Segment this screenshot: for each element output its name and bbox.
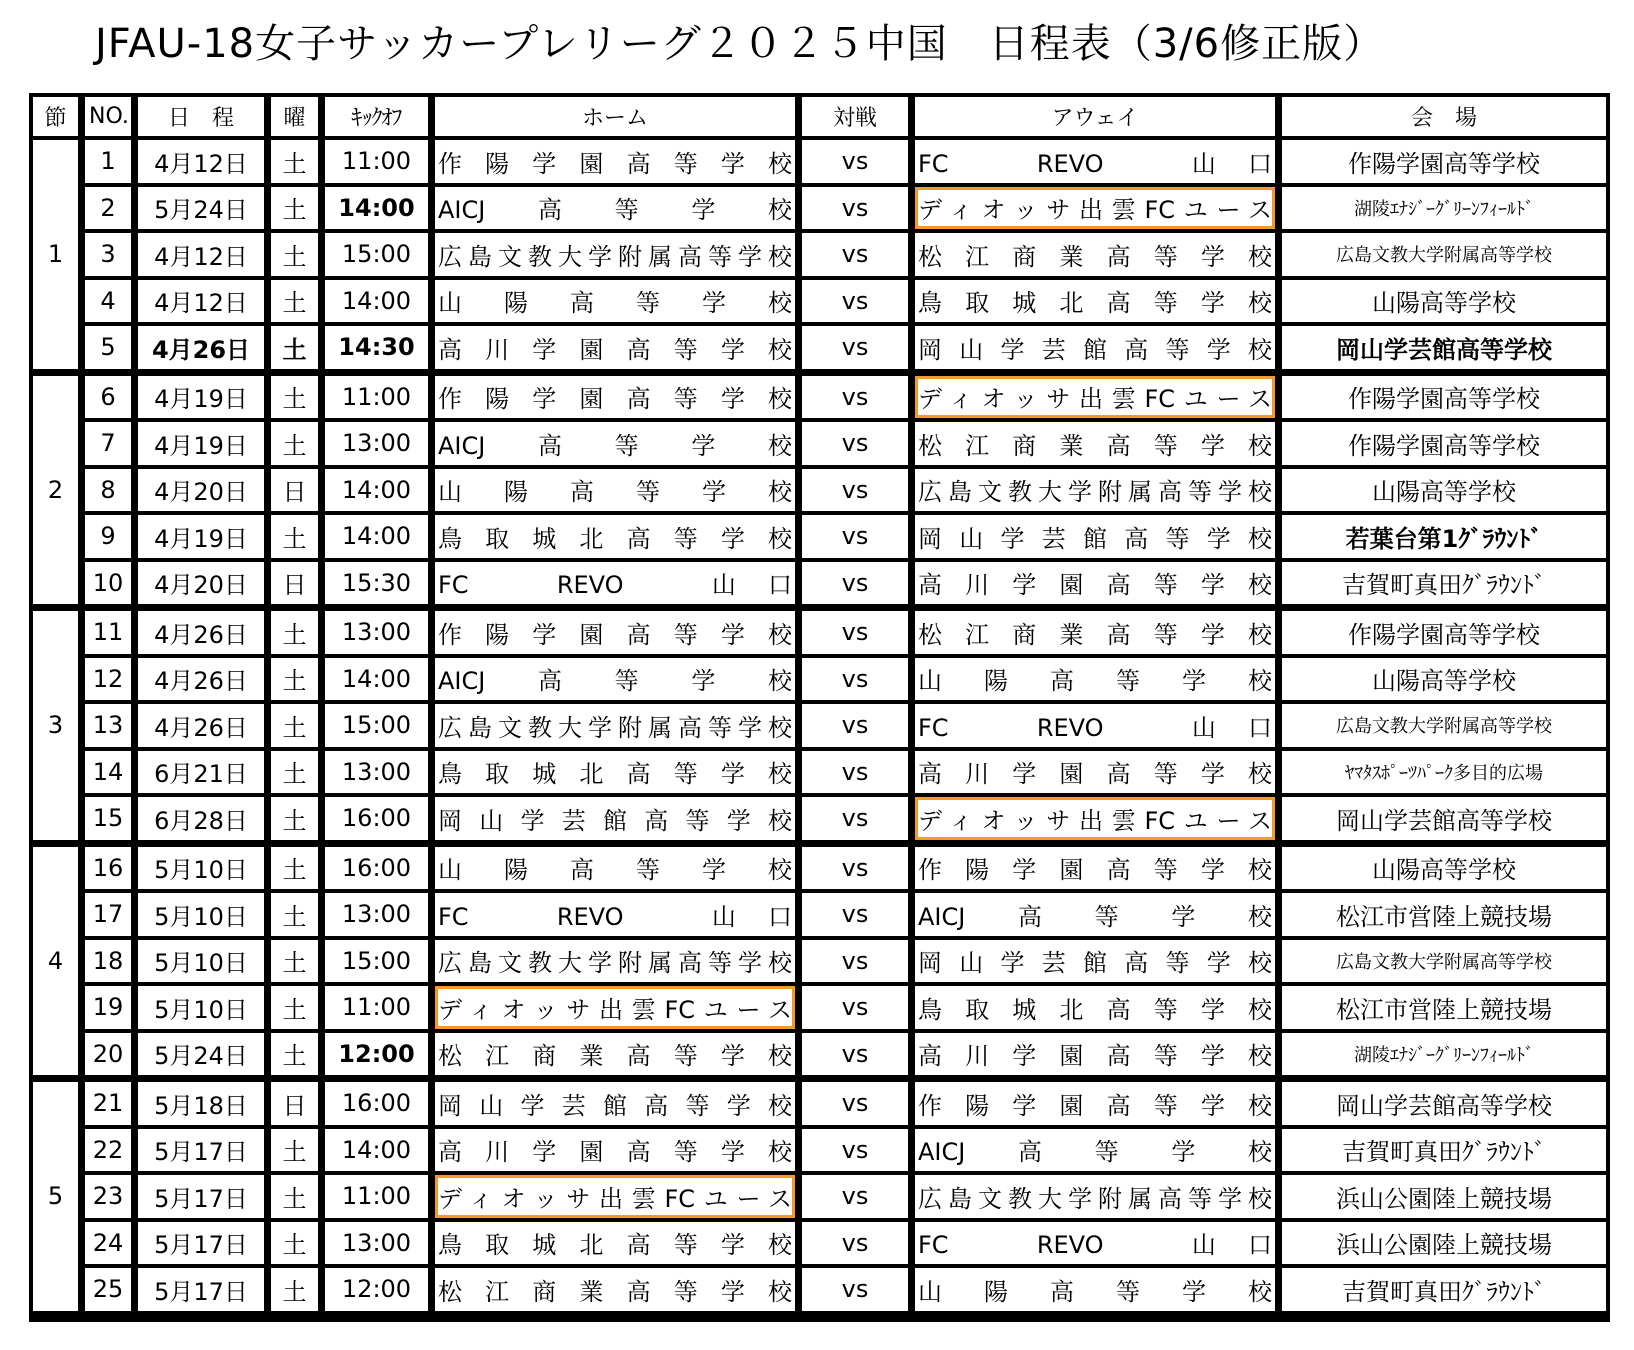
venue-cell: 吉賀町真田ｸﾞﾗｳﾝﾄﾞ bbox=[1282, 1129, 1606, 1176]
table-row bbox=[33, 893, 1606, 940]
table-row bbox=[33, 422, 1606, 469]
date-cell: 5月17日 bbox=[138, 1222, 271, 1269]
vs-cell: vs bbox=[802, 187, 915, 234]
home-team-cell: 鳥取城北高等学校 bbox=[435, 751, 802, 798]
table-row bbox=[33, 140, 1606, 187]
away-team-cell: 岡山学芸館高等学校 bbox=[915, 326, 1282, 376]
venue-cell: 若葉台第1ｸﾞﾗｳﾝﾄﾞ bbox=[1282, 515, 1606, 562]
table-row bbox=[33, 515, 1606, 562]
match-number-cell: 12 bbox=[85, 658, 138, 705]
header-away: アウェイ bbox=[915, 97, 1282, 140]
weekday-cell: 土 bbox=[271, 515, 325, 562]
vs-cell: vs bbox=[802, 1033, 915, 1083]
table-row bbox=[33, 611, 1606, 658]
weekday-cell: 土 bbox=[271, 422, 325, 469]
weekday-cell: 土 bbox=[271, 893, 325, 940]
home-team-cell: 広島文教大学附属高等学校 bbox=[435, 704, 802, 751]
table-row bbox=[33, 751, 1606, 798]
date-cell: 4月12日 bbox=[138, 280, 271, 327]
match-number-cell: 5 bbox=[85, 326, 138, 376]
home-team-cell: FC REVO 山口 bbox=[435, 893, 802, 940]
date-cell: 5月17日 bbox=[138, 1129, 271, 1176]
weekday-cell: 土 bbox=[271, 1222, 325, 1269]
venue-cell: 山陽高等学校 bbox=[1282, 469, 1606, 516]
table-row bbox=[33, 1033, 1606, 1083]
round-cell: 3 bbox=[33, 611, 85, 847]
away-team-cell: 作陽学園高等学校 bbox=[915, 847, 1282, 894]
match-number-cell: 11 bbox=[85, 611, 138, 658]
vs-cell: vs bbox=[802, 611, 915, 658]
date-cell: 5月18日 bbox=[138, 1082, 271, 1129]
table-row bbox=[33, 986, 1606, 1033]
away-team-cell: 山陽高等学校 bbox=[915, 658, 1282, 705]
away-team-cell: AICJ 高 等 学 校 bbox=[915, 893, 1282, 940]
kickoff-cell: 14:00 bbox=[325, 280, 435, 327]
home-team-cell: 広島文教大学附属高等学校 bbox=[435, 233, 802, 280]
round-cell: 4 bbox=[33, 847, 85, 1083]
table-row bbox=[33, 658, 1606, 705]
match-number-cell: 25 bbox=[85, 1268, 138, 1318]
kickoff-cell: 14:00 bbox=[325, 1129, 435, 1176]
kickoff-cell: 15:00 bbox=[325, 940, 435, 987]
weekday-cell: 土 bbox=[271, 233, 325, 280]
weekday-cell: 土 bbox=[271, 140, 325, 187]
match-number-cell: 16 bbox=[85, 847, 138, 894]
vs-cell: vs bbox=[802, 1268, 915, 1318]
home-team-cell: 松江商業高等学校 bbox=[435, 1033, 802, 1083]
date-cell: 5月24日 bbox=[138, 1033, 271, 1083]
match-number-cell: 9 bbox=[85, 515, 138, 562]
date-cell: 4月26日 bbox=[138, 611, 271, 658]
match-number-cell: 2 bbox=[85, 187, 138, 234]
table-row bbox=[33, 1268, 1606, 1318]
home-team-cell: 高川学園高等学校 bbox=[435, 326, 802, 376]
table-row bbox=[33, 233, 1606, 280]
match-number-cell: 1 bbox=[85, 140, 138, 187]
home-team-cell: 作陽学園高等学校 bbox=[435, 611, 802, 658]
venue-cell: 広島文教大学附属高等学校 bbox=[1282, 704, 1606, 751]
vs-cell: vs bbox=[802, 233, 915, 280]
vs-cell: vs bbox=[802, 704, 915, 751]
home-team-cell: ディオッサ出雲FCユース bbox=[435, 986, 802, 1033]
header-date: 日 程 bbox=[138, 97, 271, 140]
date-cell: 4月20日 bbox=[138, 469, 271, 516]
away-team-cell: ディオッサ出雲FCユース bbox=[915, 376, 1282, 423]
date-cell: 6月28日 bbox=[138, 797, 271, 847]
table-row bbox=[33, 704, 1606, 751]
header-home: ホーム bbox=[435, 97, 802, 140]
away-team-cell: FC REVO 山口 bbox=[915, 704, 1282, 751]
home-team-cell: 高川学園高等学校 bbox=[435, 1129, 802, 1176]
away-team-cell: 山陽高等学校 bbox=[915, 1268, 1282, 1318]
date-cell: 5月24日 bbox=[138, 187, 271, 234]
venue-cell: 岡山学芸館高等学校 bbox=[1282, 326, 1606, 376]
weekday-cell: 土 bbox=[271, 1033, 325, 1083]
kickoff-cell: 14:00 bbox=[325, 469, 435, 516]
away-team-cell: 鳥取城北高等学校 bbox=[915, 280, 1282, 327]
venue-cell: 松江市営陸上競技場 bbox=[1282, 986, 1606, 1033]
away-team-cell: FC REVO 山口 bbox=[915, 140, 1282, 187]
venue-cell: 広島文教大学附属高等学校 bbox=[1282, 233, 1606, 280]
table-row bbox=[33, 326, 1606, 376]
match-number-cell: 10 bbox=[85, 562, 138, 612]
vs-cell: vs bbox=[802, 515, 915, 562]
match-number-cell: 17 bbox=[85, 893, 138, 940]
away-team-cell: ディオッサ出雲FCユース bbox=[915, 797, 1282, 847]
weekday-cell: 土 bbox=[271, 658, 325, 705]
home-team-cell: AICJ 高 等 学 校 bbox=[435, 187, 802, 234]
table-row bbox=[33, 280, 1606, 327]
header-kickoff: ｷｯｸｵﾌ bbox=[325, 97, 435, 140]
table-row bbox=[33, 940, 1606, 987]
match-number-cell: 19 bbox=[85, 986, 138, 1033]
venue-cell: 湖陵ｴﾅｼﾞｰｸﾞﾘｰﾝﾌｨｰﾙﾄﾞ bbox=[1282, 1033, 1606, 1083]
table-row bbox=[33, 847, 1606, 894]
table-row bbox=[33, 469, 1606, 516]
match-number-cell: 13 bbox=[85, 704, 138, 751]
vs-cell: vs bbox=[802, 140, 915, 187]
weekday-cell: 土 bbox=[271, 847, 325, 894]
weekday-cell: 日 bbox=[271, 1082, 325, 1129]
table-row bbox=[33, 562, 1606, 612]
date-cell: 5月17日 bbox=[138, 1175, 271, 1222]
kickoff-cell: 12:00 bbox=[325, 1268, 435, 1318]
date-cell: 4月26日 bbox=[138, 326, 271, 376]
vs-cell: vs bbox=[802, 893, 915, 940]
vs-cell: vs bbox=[802, 376, 915, 423]
weekday-cell: 土 bbox=[271, 326, 325, 376]
header-weekday: 曜 bbox=[271, 97, 325, 140]
venue-cell: 岡山学芸館高等学校 bbox=[1282, 1082, 1606, 1129]
vs-cell: vs bbox=[802, 847, 915, 894]
home-team-cell: 作陽学園高等学校 bbox=[435, 140, 802, 187]
match-number-cell: 3 bbox=[85, 233, 138, 280]
weekday-cell: 土 bbox=[271, 986, 325, 1033]
date-cell: 4月19日 bbox=[138, 422, 271, 469]
home-team-cell: 鳥取城北高等学校 bbox=[435, 1222, 802, 1269]
home-team-cell: 広島文教大学附属高等学校 bbox=[435, 940, 802, 987]
match-number-cell: 21 bbox=[85, 1082, 138, 1129]
home-team-cell: ディオッサ出雲FCユース bbox=[435, 1175, 802, 1222]
away-team-cell: 鳥取城北高等学校 bbox=[915, 986, 1282, 1033]
away-team-cell: 松江商業高等学校 bbox=[915, 422, 1282, 469]
header-no: NO. bbox=[85, 97, 138, 140]
date-cell: 5月10日 bbox=[138, 940, 271, 987]
venue-cell: 作陽学園高等学校 bbox=[1282, 140, 1606, 187]
away-team-cell: ディオッサ出雲FCユース bbox=[915, 187, 1282, 234]
venue-cell: 吉賀町真田ｸﾞﾗｳﾝﾄﾞ bbox=[1282, 1268, 1606, 1318]
kickoff-cell: 11:00 bbox=[325, 376, 435, 423]
venue-cell: 山陽高等学校 bbox=[1282, 658, 1606, 705]
weekday-cell: 土 bbox=[271, 611, 325, 658]
date-cell: 5月10日 bbox=[138, 893, 271, 940]
vs-cell: vs bbox=[802, 1082, 915, 1129]
vs-cell: vs bbox=[802, 469, 915, 516]
venue-cell: 浜山公園陸上競技場 bbox=[1282, 1175, 1606, 1222]
kickoff-cell: 13:00 bbox=[325, 1222, 435, 1269]
header-vs: 対戦 bbox=[802, 97, 915, 140]
match-number-cell: 7 bbox=[85, 422, 138, 469]
date-cell: 4月19日 bbox=[138, 376, 271, 423]
away-team-cell: 広島文教大学附属高等学校 bbox=[915, 469, 1282, 516]
vs-cell: vs bbox=[802, 1129, 915, 1176]
away-team-cell: 高川学園高等学校 bbox=[915, 562, 1282, 612]
date-cell: 4月12日 bbox=[138, 233, 271, 280]
venue-cell: ﾔﾏﾀｽﾎﾟｰﾂﾊﾟｰｸ多目的広場 bbox=[1282, 751, 1606, 798]
venue-cell: 広島文教大学附属高等学校 bbox=[1282, 940, 1606, 987]
match-number-cell: 20 bbox=[85, 1033, 138, 1083]
table-row bbox=[33, 1129, 1606, 1176]
match-number-cell: 23 bbox=[85, 1175, 138, 1222]
vs-cell: vs bbox=[802, 940, 915, 987]
kickoff-cell: 13:00 bbox=[325, 422, 435, 469]
weekday-cell: 土 bbox=[271, 376, 325, 423]
date-cell: 4月26日 bbox=[138, 704, 271, 751]
weekday-cell: 土 bbox=[271, 751, 325, 798]
vs-cell: vs bbox=[802, 658, 915, 705]
home-team-cell: 山陽高等学校 bbox=[435, 280, 802, 327]
vs-cell: vs bbox=[802, 326, 915, 376]
table-row bbox=[33, 797, 1606, 847]
kickoff-cell: 15:30 bbox=[325, 562, 435, 612]
kickoff-cell: 14:00 bbox=[325, 658, 435, 705]
away-team-cell: 松江商業高等学校 bbox=[915, 611, 1282, 658]
vs-cell: vs bbox=[802, 986, 915, 1033]
table-row bbox=[33, 1222, 1606, 1269]
kickoff-cell: 16:00 bbox=[325, 797, 435, 847]
venue-cell: 浜山公園陸上競技場 bbox=[1282, 1222, 1606, 1269]
kickoff-cell: 13:00 bbox=[325, 751, 435, 798]
home-team-cell: 山陽高等学校 bbox=[435, 469, 802, 516]
kickoff-cell: 14:30 bbox=[325, 326, 435, 376]
venue-cell: 山陽高等学校 bbox=[1282, 847, 1606, 894]
away-team-cell: 松江商業高等学校 bbox=[915, 233, 1282, 280]
header-row bbox=[33, 97, 1606, 140]
vs-cell: vs bbox=[802, 422, 915, 469]
vs-cell: vs bbox=[802, 1222, 915, 1269]
home-team-cell: 鳥取城北高等学校 bbox=[435, 515, 802, 562]
kickoff-cell: 12:00 bbox=[325, 1033, 435, 1083]
weekday-cell: 日 bbox=[271, 562, 325, 612]
venue-cell: 山陽高等学校 bbox=[1282, 280, 1606, 327]
home-team-cell: 松江商業高等学校 bbox=[435, 1268, 802, 1318]
kickoff-cell: 11:00 bbox=[325, 986, 435, 1033]
vs-cell: vs bbox=[802, 751, 915, 798]
header-venue: 会 場 bbox=[1282, 97, 1606, 140]
venue-cell: 作陽学園高等学校 bbox=[1282, 376, 1606, 423]
table-row bbox=[33, 1175, 1606, 1222]
match-number-cell: 4 bbox=[85, 280, 138, 327]
kickoff-cell: 13:00 bbox=[325, 611, 435, 658]
vs-cell: vs bbox=[802, 1175, 915, 1222]
home-team-cell: 山陽高等学校 bbox=[435, 847, 802, 894]
weekday-cell: 土 bbox=[271, 797, 325, 847]
weekday-cell: 土 bbox=[271, 280, 325, 327]
away-team-cell: 岡山学芸館高等学校 bbox=[915, 515, 1282, 562]
kickoff-cell: 13:00 bbox=[325, 893, 435, 940]
venue-cell: 松江市営陸上競技場 bbox=[1282, 893, 1606, 940]
away-team-cell: 作陽学園高等学校 bbox=[915, 1082, 1282, 1129]
match-number-cell: 15 bbox=[85, 797, 138, 847]
home-team-cell: AICJ 高 等 学 校 bbox=[435, 658, 802, 705]
date-cell: 4月20日 bbox=[138, 562, 271, 612]
weekday-cell: 土 bbox=[271, 1175, 325, 1222]
vs-cell: vs bbox=[802, 280, 915, 327]
kickoff-cell: 11:00 bbox=[325, 140, 435, 187]
home-team-cell: 岡山学芸館高等学校 bbox=[435, 1082, 802, 1129]
table-row bbox=[33, 1082, 1606, 1129]
home-team-cell: 作陽学園高等学校 bbox=[435, 376, 802, 423]
date-cell: 4月19日 bbox=[138, 515, 271, 562]
kickoff-cell: 16:00 bbox=[325, 847, 435, 894]
weekday-cell: 日 bbox=[271, 469, 325, 516]
home-team-cell: 岡山学芸館高等学校 bbox=[435, 797, 802, 847]
date-cell: 6月21日 bbox=[138, 751, 271, 798]
header-round: 節 bbox=[33, 97, 85, 140]
weekday-cell: 土 bbox=[271, 187, 325, 234]
venue-cell: 作陽学園高等学校 bbox=[1282, 422, 1606, 469]
date-cell: 4月12日 bbox=[138, 140, 271, 187]
date-cell: 5月10日 bbox=[138, 847, 271, 894]
away-team-cell: FC REVO 山口 bbox=[915, 1222, 1282, 1269]
venue-cell: 岡山学芸館高等学校 bbox=[1282, 797, 1606, 847]
weekday-cell: 土 bbox=[271, 1129, 325, 1176]
date-cell: 5月10日 bbox=[138, 986, 271, 1033]
table-row bbox=[33, 376, 1606, 423]
page-title: JFAU-18女子サッカープレリーグ２０２５中国 日程表（3/6修正版） bbox=[95, 21, 1385, 67]
kickoff-cell: 15:00 bbox=[325, 233, 435, 280]
venue-cell: 湖陵ｴﾅｼﾞｰｸﾞﾘｰﾝﾌｨｰﾙﾄﾞ bbox=[1282, 187, 1606, 234]
match-number-cell: 8 bbox=[85, 469, 138, 516]
venue-cell: 作陽学園高等学校 bbox=[1282, 611, 1606, 658]
away-team-cell: 高川学園高等学校 bbox=[915, 751, 1282, 798]
venue-cell: 吉賀町真田ｸﾞﾗｳﾝﾄﾞ bbox=[1282, 562, 1606, 612]
match-number-cell: 14 bbox=[85, 751, 138, 798]
weekday-cell: 土 bbox=[271, 940, 325, 987]
schedule-table bbox=[29, 93, 1610, 1322]
kickoff-cell: 16:00 bbox=[325, 1082, 435, 1129]
home-team-cell: AICJ 高 等 学 校 bbox=[435, 422, 802, 469]
weekday-cell: 土 bbox=[271, 1268, 325, 1318]
kickoff-cell: 11:00 bbox=[325, 1175, 435, 1222]
round-cell: 2 bbox=[33, 376, 85, 612]
weekday-cell: 土 bbox=[271, 704, 325, 751]
away-team-cell: 高川学園高等学校 bbox=[915, 1033, 1282, 1083]
match-number-cell: 22 bbox=[85, 1129, 138, 1176]
kickoff-cell: 15:00 bbox=[325, 704, 435, 751]
away-team-cell: 広島文教大学附属高等学校 bbox=[915, 1175, 1282, 1222]
vs-cell: vs bbox=[802, 562, 915, 612]
vs-cell: vs bbox=[802, 797, 915, 847]
table-row bbox=[33, 187, 1606, 234]
match-number-cell: 24 bbox=[85, 1222, 138, 1269]
home-team-cell: FC REVO 山口 bbox=[435, 562, 802, 612]
round-cell: 1 bbox=[33, 140, 85, 376]
date-cell: 4月26日 bbox=[138, 658, 271, 705]
away-team-cell: 岡山学芸館高等学校 bbox=[915, 940, 1282, 987]
kickoff-cell: 14:00 bbox=[325, 515, 435, 562]
away-team-cell: AICJ 高 等 学 校 bbox=[915, 1129, 1282, 1176]
match-number-cell: 18 bbox=[85, 940, 138, 987]
match-number-cell: 6 bbox=[85, 376, 138, 423]
round-cell: 5 bbox=[33, 1082, 85, 1318]
kickoff-cell: 14:00 bbox=[325, 187, 435, 234]
date-cell: 5月17日 bbox=[138, 1268, 271, 1318]
